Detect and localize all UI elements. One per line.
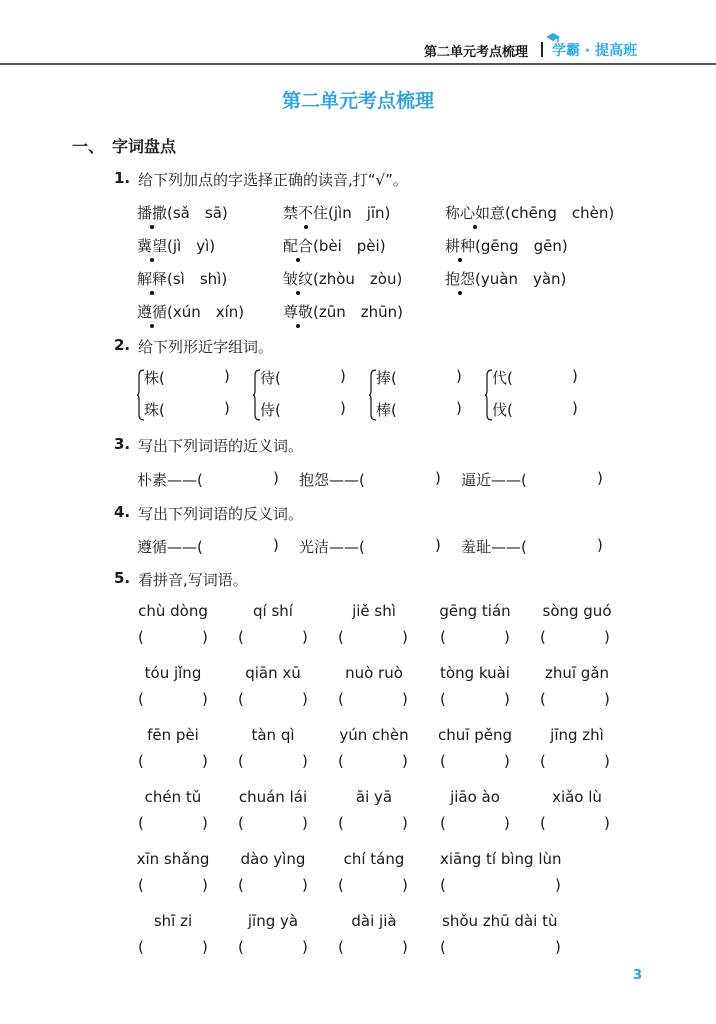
section-title: 字词盘点 <box>112 137 177 156</box>
pinyin-prompt: tóu jǐng <box>144 664 202 682</box>
answer-close-paren: ) <box>555 938 561 956</box>
pinyin-item <box>137 202 228 223</box>
answer-open-paren: ( <box>540 628 546 646</box>
pinyin-prompt: jiě shì <box>352 602 396 620</box>
pinyin-prompt: nuò ruò <box>345 664 403 682</box>
answer-close-paren: ) <box>402 690 408 708</box>
q1-text: 给下列加点的字选择正确的读音,打“√”。 <box>138 171 408 189</box>
pinyin-options: (chēng chèn) <box>505 204 615 222</box>
pinyin-prompt: xīn shǎng <box>136 850 210 868</box>
pinyin-prompt: sòng guó <box>542 602 612 620</box>
char-group <box>485 367 595 423</box>
header-brand: 学霸 · 提高班 <box>552 43 638 59</box>
answer-close-paren: ) <box>504 814 510 832</box>
answer-close-paren: ) <box>604 628 610 646</box>
close-paren: ) <box>456 399 462 417</box>
answer-close-paren: ) <box>302 628 308 646</box>
char-bottom: 棒( <box>376 401 397 419</box>
close-paren: ) <box>340 367 346 385</box>
answer-open-paren: ( <box>540 690 546 708</box>
pinyin-prompt: chuán lái <box>238 788 308 806</box>
answer-close-paren: ) <box>202 752 208 770</box>
answer-open-paren: ( <box>338 752 344 770</box>
dotted-word: 播撒 <box>137 204 168 222</box>
synonym-item: 朴素——( <box>137 471 203 489</box>
answer-open-paren: ( <box>138 814 144 832</box>
dotted-word: 称心如意 <box>445 204 506 222</box>
header-unit-title: 第二单元考点梳理 <box>424 45 529 60</box>
answer-open-paren: ( <box>238 628 244 646</box>
close-paren: ) <box>273 469 279 487</box>
pinyin-prompt: chén tǔ <box>144 788 202 806</box>
answer-open-paren: ( <box>338 938 344 956</box>
pinyin-item <box>283 202 390 223</box>
pinyin-prompt: dài jià <box>351 912 397 930</box>
answer-open-paren: ( <box>338 628 344 646</box>
pinyin-options: (zūn zhūn) <box>313 303 404 321</box>
answer-open-paren: ( <box>138 628 144 646</box>
pinyin-options: (xún xín) <box>167 303 245 321</box>
answer-close-paren: ) <box>504 752 510 770</box>
pinyin-item <box>445 202 614 223</box>
answer-close-paren: ) <box>402 628 408 646</box>
pinyin-prompt: zhuī gǎn <box>544 664 610 682</box>
pinyin-item <box>445 268 566 289</box>
pinyin-options: (yuàn yàn) <box>475 270 567 288</box>
pinyin-prompt: āi yā <box>355 788 393 806</box>
pinyin-options: (jìn jīn) <box>328 204 391 222</box>
pinyin-prompt: chuī pěng <box>438 726 512 744</box>
q2-text: 给下列形近字组词。 <box>138 338 274 356</box>
answer-close-paren: ) <box>302 814 308 832</box>
dotted-word: 遵循 <box>137 303 168 321</box>
answer-close-paren: ) <box>604 752 610 770</box>
pinyin-prompt: xiǎo lù <box>552 788 602 806</box>
answer-close-paren: ) <box>202 628 208 646</box>
dotted-word: 尊敬 <box>283 303 314 321</box>
answer-open-paren: ( <box>540 752 546 770</box>
q5-text: 看拼音,写词语。 <box>138 571 248 589</box>
answer-open-paren: ( <box>238 876 244 894</box>
answer-close-paren: ) <box>302 690 308 708</box>
answer-close-paren: ) <box>604 690 610 708</box>
q2-number: 2. <box>114 336 131 354</box>
pinyin-options: (jì yì) <box>167 237 216 255</box>
answer-open-paren: ( <box>138 938 144 956</box>
pinyin-prompt: dào yìng <box>240 850 306 868</box>
char-bottom: 伐( <box>492 401 513 419</box>
answer-open-paren: ( <box>238 752 244 770</box>
answer-close-paren: ) <box>302 876 308 894</box>
answer-open-paren: ( <box>440 814 446 832</box>
answer-open-paren: ( <box>138 876 144 894</box>
q4-number: 4. <box>114 503 131 521</box>
pinyin-prompt: jīng zhì <box>550 726 604 744</box>
answer-open-paren: ( <box>238 690 244 708</box>
answer-close-paren: ) <box>402 814 408 832</box>
pinyin-options: (gēng gēn) <box>475 237 568 255</box>
pinyin-item <box>283 268 402 289</box>
pinyin-prompt: qí shí <box>253 602 293 620</box>
pinyin-item <box>137 268 227 289</box>
answer-open-paren: ( <box>238 814 244 832</box>
char-top: 待( <box>260 369 281 387</box>
pinyin-item <box>283 301 403 322</box>
close-paren: ) <box>435 469 441 487</box>
close-paren: ) <box>340 399 346 417</box>
answer-close-paren: ) <box>504 690 510 708</box>
dotted-word: 解释 <box>137 270 168 288</box>
pinyin-item <box>283 235 386 256</box>
pinyin-prompt: tòng kuài <box>440 664 510 682</box>
answer-open-paren: ( <box>440 938 446 956</box>
answer-close-paren: ) <box>202 814 208 832</box>
answer-close-paren: ) <box>604 814 610 832</box>
pinyin-prompt: chí táng <box>343 850 405 868</box>
answer-open-paren: ( <box>138 752 144 770</box>
header-divider <box>541 42 543 57</box>
section-number: 一、 <box>72 137 105 156</box>
q5-number: 5. <box>114 569 131 587</box>
dotted-word: 冀望 <box>137 237 168 255</box>
pinyin-prompt: fēn pèi <box>147 726 199 744</box>
header-rule <box>0 63 716 65</box>
q1-number: 1. <box>114 169 131 187</box>
answer-close-paren: ) <box>202 690 208 708</box>
char-bottom: 侍( <box>260 401 281 419</box>
page-title: 第二单元考点梳理 <box>281 90 434 112</box>
char-group <box>253 367 363 423</box>
antonym-item: 遵循——( <box>137 538 203 556</box>
char-group <box>369 367 479 423</box>
pinyin-prompt: shǒu zhū dài tù <box>442 912 558 930</box>
char-top: 捧( <box>376 369 397 387</box>
q3-text: 写出下列词语的近义词。 <box>138 437 304 455</box>
answer-close-paren: ) <box>402 876 408 894</box>
pinyin-prompt: gēng tián <box>439 602 511 620</box>
pinyin-prompt: jīng yà <box>247 912 299 930</box>
answer-close-paren: ) <box>402 938 408 956</box>
dotted-word: 配合 <box>283 237 314 255</box>
char-group <box>137 367 247 423</box>
answer-close-paren: ) <box>504 628 510 646</box>
answer-open-paren: ( <box>238 938 244 956</box>
pinyin-prompt: shī zi <box>153 912 193 930</box>
answer-close-paren: ) <box>302 938 308 956</box>
answer-close-paren: ) <box>555 876 561 894</box>
char-top: 株( <box>144 369 165 387</box>
answer-open-paren: ( <box>440 876 446 894</box>
pinyin-prompt: xiāng tí bìng lùn <box>440 850 562 868</box>
close-paren: ) <box>456 367 462 385</box>
close-paren: ) <box>224 367 230 385</box>
pinyin-prompt: qiān xū <box>245 664 301 682</box>
pinyin-options: (sì shì) <box>167 270 228 288</box>
close-paren: ) <box>435 536 441 554</box>
answer-open-paren: ( <box>440 690 446 708</box>
synonym-item: 抱怨——( <box>299 471 365 489</box>
pinyin-item <box>137 235 215 256</box>
answer-close-paren: ) <box>402 752 408 770</box>
pinyin-item <box>137 301 244 322</box>
dotted-word: 耕种 <box>445 237 476 255</box>
antonym-item: 羞耻——( <box>461 538 527 556</box>
pinyin-options: (bèi pèi) <box>313 237 386 255</box>
answer-open-paren: ( <box>338 876 344 894</box>
answer-open-paren: ( <box>440 628 446 646</box>
close-paren: ) <box>597 469 603 487</box>
answer-close-paren: ) <box>302 752 308 770</box>
pinyin-options: (sǎ sā) <box>167 204 228 222</box>
dotted-word: 抱怨 <box>445 270 476 288</box>
close-paren: ) <box>572 367 578 385</box>
page-number: 3 <box>633 968 643 983</box>
answer-open-paren: ( <box>138 690 144 708</box>
char-top: 代( <box>492 369 513 387</box>
pinyin-prompt: chù dòng <box>138 602 208 620</box>
answer-close-paren: ) <box>202 876 208 894</box>
q3-number: 3. <box>114 435 131 453</box>
answer-open-paren: ( <box>540 814 546 832</box>
antonym-item: 光洁——( <box>299 538 365 556</box>
char-bottom: 珠( <box>144 401 165 419</box>
dotted-word: 禁不住 <box>283 204 329 222</box>
close-paren: ) <box>572 399 578 417</box>
pinyin-item <box>445 235 568 256</box>
q4-text: 写出下列词语的反义词。 <box>138 505 304 523</box>
close-paren: ) <box>224 399 230 417</box>
answer-open-paren: ( <box>338 814 344 832</box>
answer-close-paren: ) <box>202 938 208 956</box>
close-paren: ) <box>597 536 603 554</box>
pinyin-prompt: yún chèn <box>339 726 409 744</box>
pinyin-prompt: jiāo ào <box>450 788 500 806</box>
close-paren: ) <box>273 536 279 554</box>
synonym-item: 逼近——( <box>461 471 527 489</box>
pinyin-prompt: tàn qì <box>251 726 295 744</box>
dotted-word: 皱纹 <box>283 270 314 288</box>
answer-open-paren: ( <box>338 690 344 708</box>
answer-open-paren: ( <box>440 752 446 770</box>
pinyin-options: (zhòu zòu) <box>313 270 403 288</box>
